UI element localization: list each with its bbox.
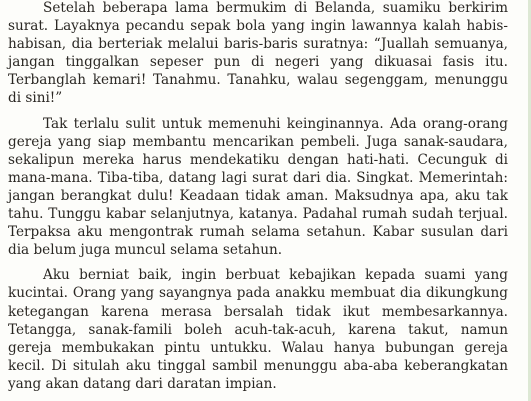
paragraph-1: Setelah beberapa lama bermukim di Belanda, suamiku berkirim surat. Layaknya pecandu sepak bola yang ingin lawannya kalah habis-habisan, dia berteriak melalui baris-baris suratnya: “Juallah semuanya, jangan tinggalkan sepeser pun di negeri yang dikuasai fasis itu. Terbanglah kemari! Tanahmu. Tanahku, walau segenggam, menunggu di sini!” (8, 0, 508, 107)
paragraph-2: Tak terlalu sulit untuk memenuhi keinginannya. Ada orang-orang gereja yang siap membantu mencarikan pembeli. Juga sanak-saudara, sekalipun mereka harus mendekatiku dengan hati-hati. Cecunguk di mana-mana. Tiba-tiba, datang lagi surat dari dia. Singkat. Memerintah: jangan berangkat dulu! Keadaan tidak aman. Maksudnya apa, aku tak tahu. Tunggu kabar selanjutnya, katanya. Padahal rumah sudah terjual. Terpaksa aku mengontrak rumah selama setahun. Kabar susulan dari dia belum juga muncul selama setahun. (8, 115, 508, 259)
story-text (8, 0, 508, 400)
paragraph-3: Aku berniat baik, ingin berbuat kebajikan kepada suami yang kucintai. Orang yang sayangnya pada anakku membuat dia dikungkung ketegangan karena merasa bersalah tidak ikut membesarkannya. Tetangga, sanak-famili boleh acuh-tak-acuh, karena takut, namun gereja membukakan pintu untukku. Walau hanya bubungan gereja kecil. Di situlah aku tinggal sambil menunggu aba-aba keberangkatan yang akan datang dari daratan impian. (8, 267, 508, 392)
